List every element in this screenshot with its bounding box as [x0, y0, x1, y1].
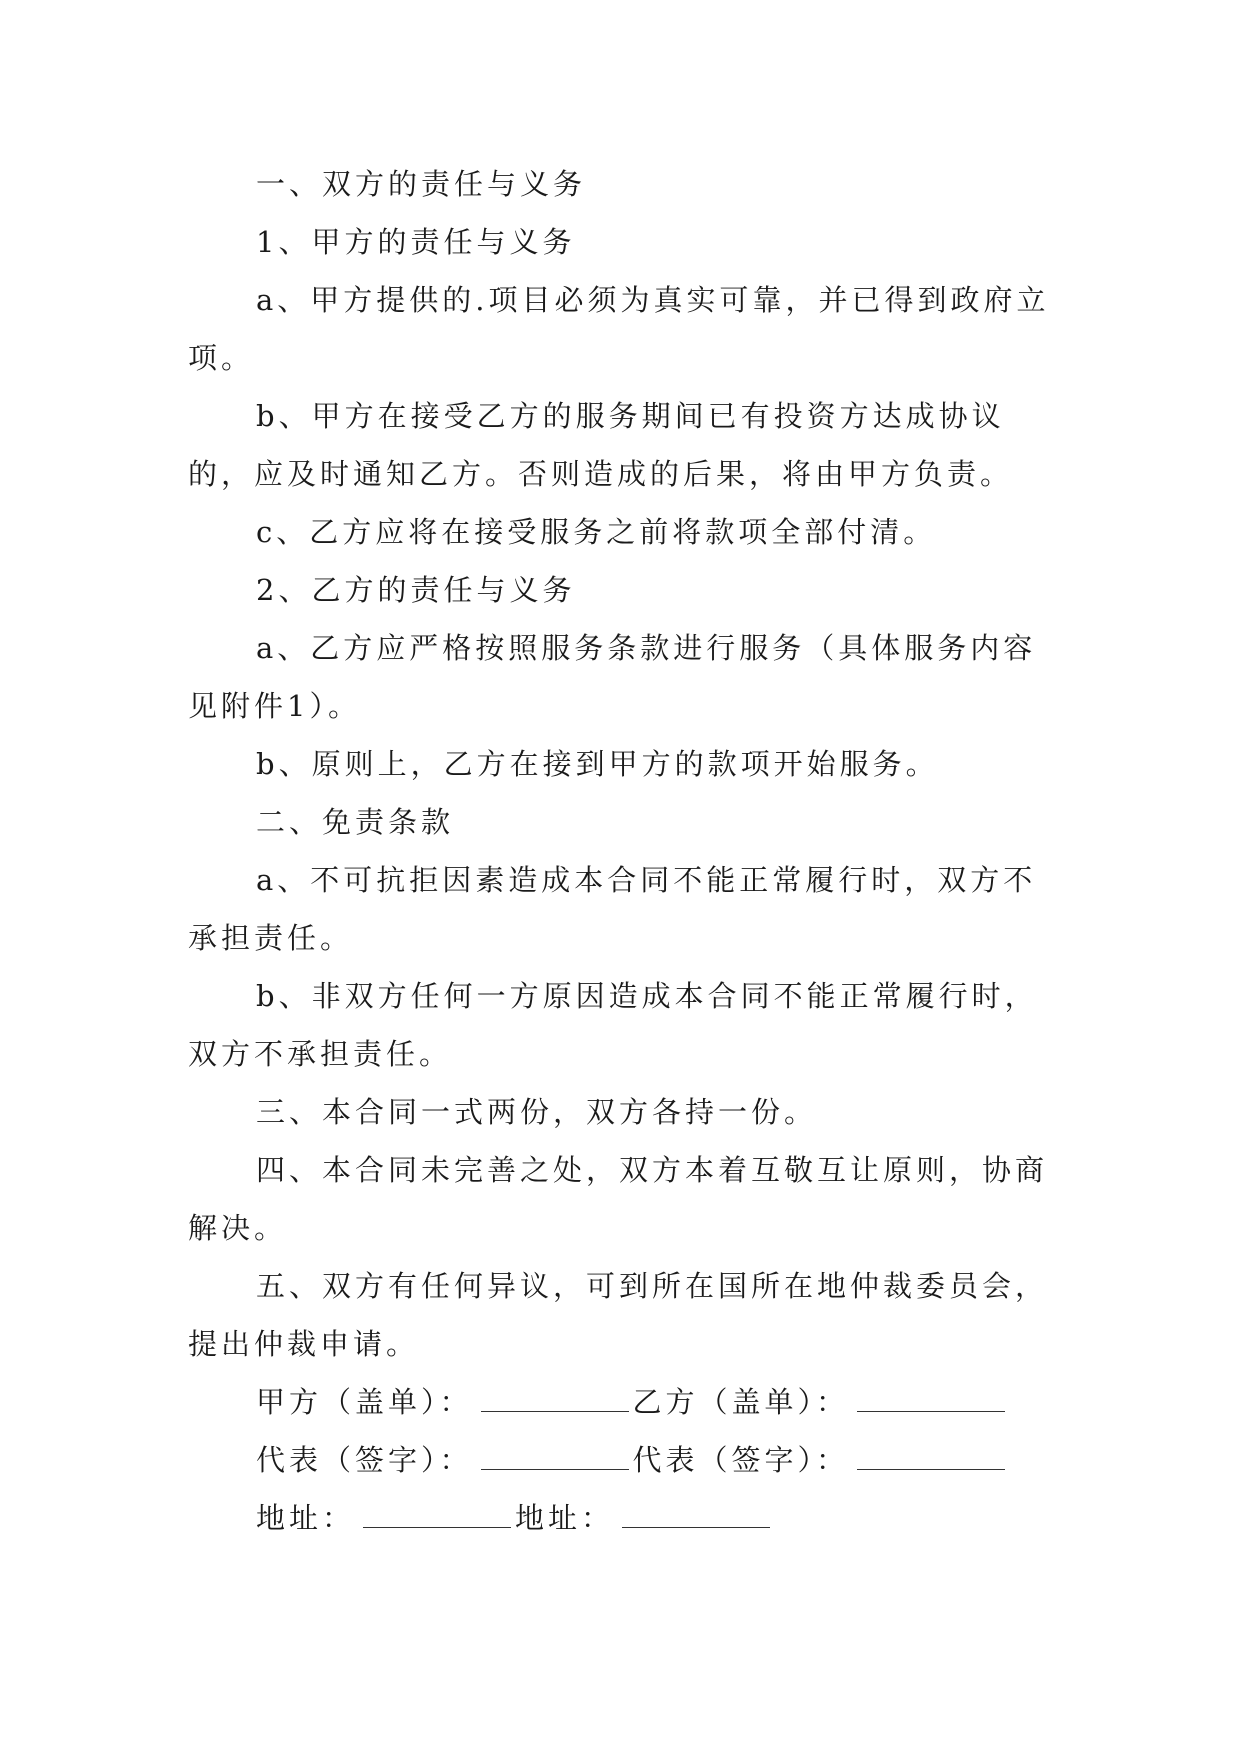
section-heading: 一、双方的责任与义务 [256, 167, 587, 201]
clause-paragraph: a、不可抗拒因素造成本合同不能正常履行时，双方不承担责任。 [188, 863, 1037, 955]
party-b-seal-blank [857, 1381, 1005, 1412]
clause-paragraph: c、乙方应将在接受服务之前将款项全部付清。 [256, 515, 937, 549]
address-a-blank [363, 1497, 511, 1528]
address-b-blank [622, 1497, 770, 1528]
address-a-label: 地址： [256, 1501, 356, 1535]
party-a-seal-label: 甲方（盖单）： [256, 1385, 473, 1419]
signature-row-address [188, 1489, 1058, 1547]
party-a-seal-blank [481, 1381, 629, 1412]
rep-b-sign-blank [857, 1439, 1005, 1470]
address-b-label: 地址： [515, 1501, 615, 1535]
rep-a-sign-blank [481, 1439, 629, 1470]
rep-b-sign-label: 代表（签字）： [632, 1443, 850, 1477]
clause-paragraph: a、乙方应严格按照服务条款进行服务（具体服务内容见附件1）。 [188, 631, 1037, 723]
clause-paragraph: 四、本合同未完善之处，双方本着互敬互让原则，协商解决。 [188, 1153, 1049, 1245]
clause-paragraph: b、甲方在接受乙方的服务期间已有投资方达成协议的，应及时通知乙方。否则造成的后果，将由甲方负责。 [188, 399, 1014, 491]
rep-a-sign-label: 代表（签字）： [256, 1443, 473, 1477]
clause-paragraph: b、原则上，乙方在接到甲方的款项开始服务。 [256, 747, 939, 781]
signature-row-seal [188, 1373, 1058, 1431]
subsection-heading: 2、乙方的责任与义务 [256, 573, 576, 607]
clause-paragraph: a、甲方提供的.项目必须为真实可靠，并已得到政府立项。 [188, 283, 1050, 375]
subsection-heading: 1、甲方的责任与义务 [256, 225, 576, 259]
party-b-seal-label: 乙方（盖单）： [632, 1385, 850, 1419]
clause-paragraph: 三、本合同一式两份，双方各持一份。 [256, 1095, 818, 1129]
clause-paragraph: b、非双方任何一方原因造成本合同不能正常履行时，双方不承担责任。 [188, 979, 1038, 1071]
document-body [188, 155, 1058, 1547]
signature-row-representative [188, 1431, 1058, 1489]
section-heading: 二、免责条款 [256, 805, 455, 839]
clause-paragraph: 五、双方有任何异议，可到所在国所在地仲裁委员会，提出仲裁申请。 [188, 1269, 1049, 1361]
